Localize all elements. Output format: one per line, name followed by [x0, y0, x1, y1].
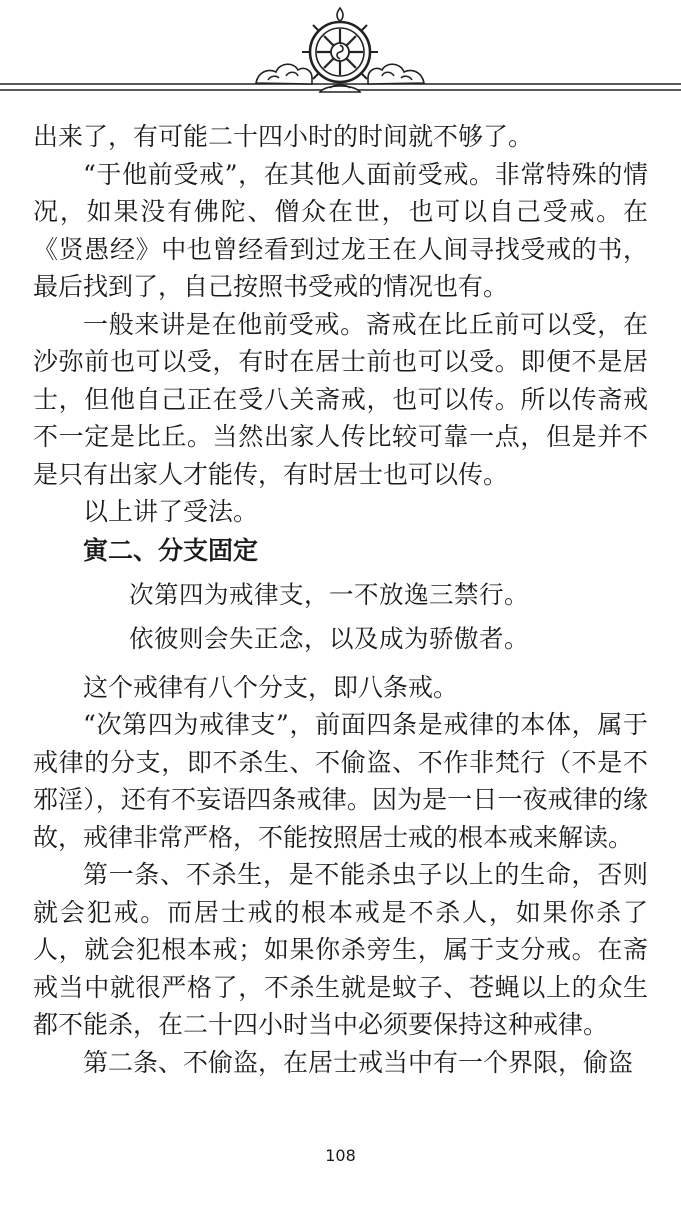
body-paragraph: 一般来讲是在他前受戒。斋戒在比丘前可以受，在沙弥前也可以受，有时在居士前也可以受。即便不是居士，但他自己正在受八关斋戒，也可以传。所以传斋戒不一定是比丘。当然出家人传比较可靠一点，但是并不是只有出家人才能传，有时居士也可以传。: [33, 309, 648, 489]
page-number: 108: [325, 1146, 356, 1165]
body-paragraph: 第一条、不杀生，是不能杀虫子以上的生命，否则就会犯戒。而居士戒的根本戒是不杀人，如果你杀了人，就会犯根本戒；如果你杀旁生，属于支分戒。在斋戒当中就很严格了，不杀生就是蚊子、苍蝇以上的众生都不能杀，在二十四小时当中必须要保持这种戒律。: [33, 860, 648, 1039]
verse-line: 次第四为戒律支，一不放逸三禁行。: [129, 579, 529, 609]
cloud-ornament-icon: [368, 64, 424, 84]
body-paragraph: 出来了，有可能二十四小时的时间就不够了。: [33, 122, 534, 151]
body-paragraph: 这个戒律有八个分支，即八条戒。: [83, 672, 459, 702]
page-body: [33, 118, 648, 1081]
body-paragraph: “于他前受戒”，在其他人面前受戒。非常特殊的情况，如果没有佛陀、僧众在世，也可以自己受戒。在《贤愚经》中也曾经看到过龙王在人间寻找受戒的书，最后找到了，自己按照书受戒的情况也有。: [33, 159, 648, 301]
body-paragraph: “次第四为戒律支”，前面四条是戒律的本体，属于戒律的分支，即不杀生、不偷盗、不作非梵行（不是不邪淫），还有不妄语四条戒律。因为是一日一夜戒律的缘故，戒律非常严格，不能按照居士戒的根本戒来解读。: [33, 710, 648, 852]
page-header: [0, 0, 681, 110]
verse-block: [33, 573, 648, 661]
section-heading: 寅二、分支固定: [83, 535, 259, 565]
dharma-wheel-icon: [302, 8, 378, 92]
header-ornament: [0, 0, 681, 110]
body-paragraph: 第二条、不偷盗，在居士戒当中有一个界限，偷盗: [83, 1047, 634, 1077]
cloud-ornament-icon: [256, 64, 312, 84]
verse-line: 依彼则会失正念，以及成为骄傲者。: [129, 623, 529, 653]
body-paragraph: 以上讲了受法。: [83, 497, 259, 526]
